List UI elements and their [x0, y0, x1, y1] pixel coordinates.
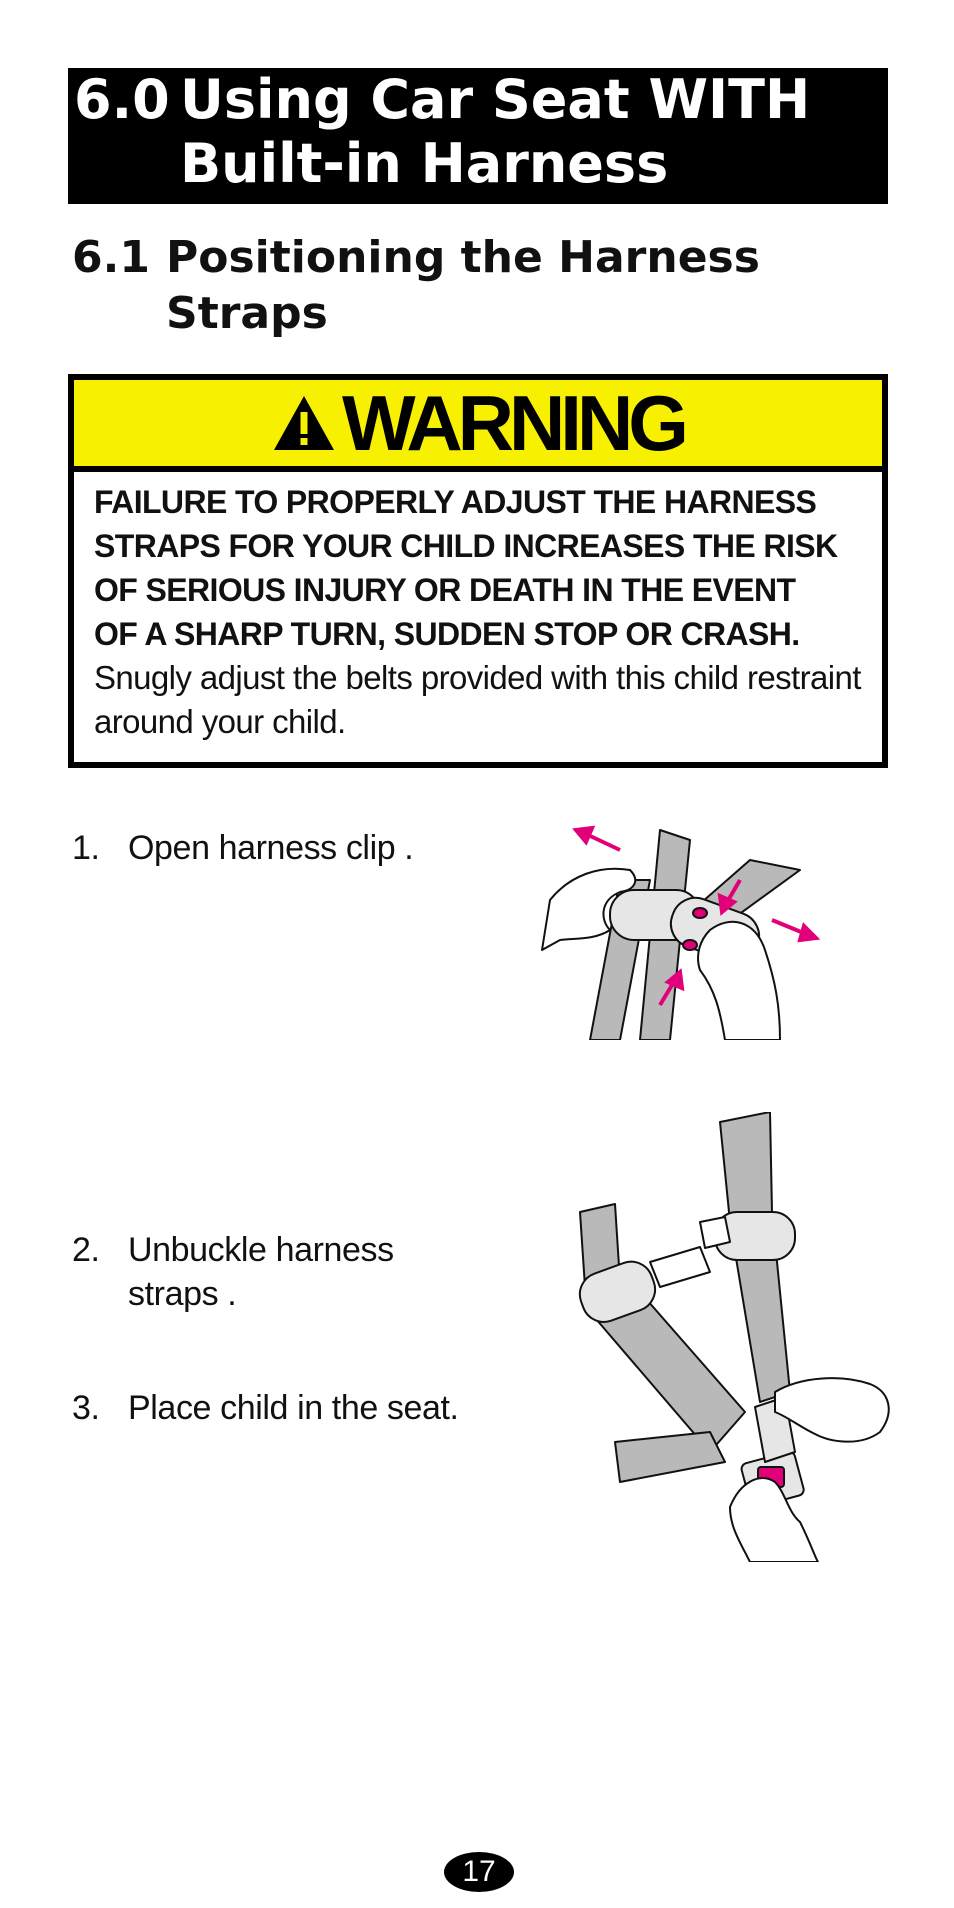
step-text: Open harness clip . — [128, 829, 414, 867]
warning-bold-line: OF A SHARP TURN, SUDDEN STOP OR CRASH. — [94, 616, 800, 652]
subsection-title-line2: Straps — [166, 288, 328, 339]
warning-normal-line: Snugly adjust the belts provided with this child restraint — [94, 659, 861, 696]
section-number: 6.0 — [74, 68, 170, 131]
warning-bold-line: FAILURE TO PROPERLY ADJUST THE HARNESS — [94, 484, 817, 520]
section-title-line1: Using Car Seat WITH — [180, 68, 811, 131]
harness-clip-illustration — [540, 820, 840, 1040]
warning-box — [68, 374, 888, 768]
harness-buckle-illustration — [560, 1112, 900, 1562]
step-text: Place child in the seat. — [128, 1389, 459, 1427]
section-header — [68, 68, 888, 204]
step-number: 1. — [72, 829, 100, 867]
step-text: straps . — [128, 1275, 237, 1313]
warning-body — [94, 480, 874, 744]
section-title-line2: Built-in Harness — [180, 132, 669, 195]
warning-heading: WARNING — [342, 379, 684, 467]
warning-bold-line: OF SERIOUS INJURY OR DEATH IN THE EVENT — [94, 572, 796, 608]
step-text: Unbuckle harness — [128, 1231, 394, 1269]
warning-triangle-icon — [272, 394, 336, 452]
page-number: 17 — [444, 1852, 514, 1892]
step-number: 3. — [72, 1389, 100, 1427]
warning-banner — [74, 380, 882, 472]
subsection-number: 6.1 — [72, 232, 150, 283]
warning-bold-line: STRAPS FOR YOUR CHILD INCREASES THE RISK — [94, 528, 838, 564]
warning-normal-line: around your child. — [94, 703, 346, 740]
subsection-title-line1: Positioning the Harness — [166, 232, 760, 283]
step-number: 2. — [72, 1231, 100, 1269]
